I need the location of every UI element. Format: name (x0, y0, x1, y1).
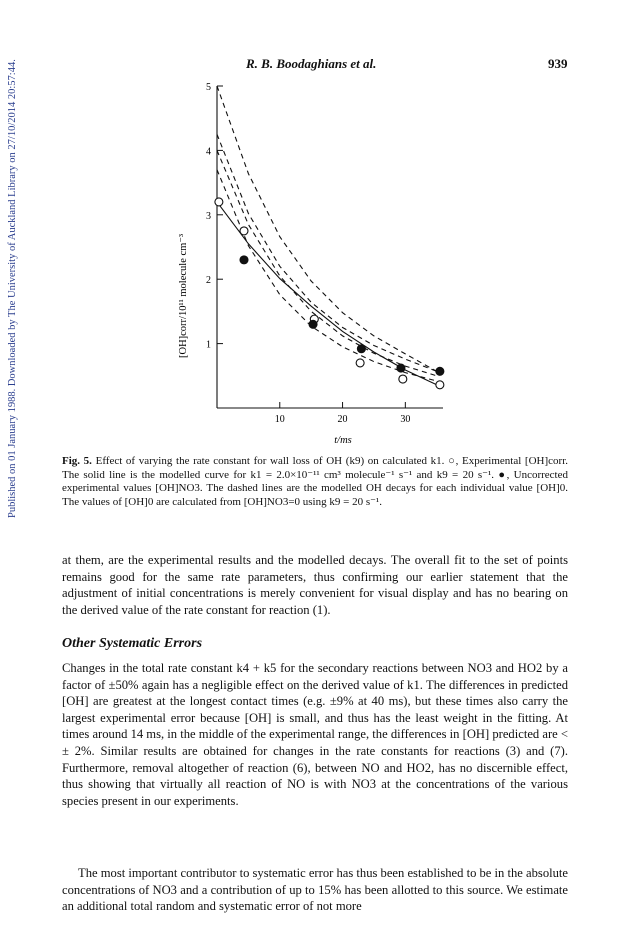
x-axis-label: t/ms (334, 435, 352, 446)
running-head-authors: R. B. Boodaghians et al. (246, 56, 377, 71)
open-circle-point (436, 381, 444, 389)
filled-circle-point (397, 364, 405, 372)
y-tick-label: 1 (206, 339, 211, 351)
download-watermark: Published on 01 January 1988. Downloaded by The University of Auckland Library on 27/10/2014 20:57:44. (7, 59, 18, 518)
y-tick-label: 4 (206, 146, 211, 158)
dashed-decay-curve (217, 150, 437, 375)
y-tick-label: 5 (206, 82, 211, 93)
open-circle-point (356, 359, 364, 367)
figure-5-chart (160, 76, 460, 446)
open-circle-point (215, 198, 223, 206)
dashed-decay-curve (217, 86, 437, 371)
chart-curves (217, 86, 437, 385)
filled-circle-point (309, 320, 317, 328)
x-tick-label: 10 (274, 414, 285, 425)
figure-label: Fig. 5. (62, 455, 92, 467)
open-circle-point (240, 227, 248, 235)
body-paragraph-2: Changes in the total rate constant k4 + k5 for the secondary reactions between NO3 and HO2 by a factor of ±50% again has a negligible effect on the derived value of k1. The differences in predicted [OH] are greatest at the longest contact times (e.g. ±9% at 40 ms), but these times also carry the largest experimental error because [OH] is small, and thus has the least weight in the fitting. At times around 14 ms, in the middle of the experimental range, the differences in [OH] predicted are < ± 2%. Similar results are obtained for changes in the rate constants for reactions (3) and (7). Furthermore, removal altogether of reaction (6), between NO and HO2, has no discernible effect, thus showing that virtually all reaction of NO is with NO3 at the concentrations of the various species present in our experiments. (62, 661, 568, 808)
y-axis-label: [OH]corr/10¹¹ molecule cm⁻³ (178, 233, 189, 359)
solid-model-curve (217, 202, 437, 385)
filled-circle-point (240, 256, 248, 264)
dashed-decay-curve (217, 170, 437, 381)
running-header (0, 56, 624, 74)
section-heading: Other Systematic Errors (62, 636, 203, 651)
y-tick-label: 3 (206, 210, 211, 222)
figure-caption-text: Effect of varying the rate constant for wall loss of OH (k9) on calculated k1. ○, Experimental [OH]corr. The solid line is the modelled curve for k1 = 2.0×10⁻¹¹ cm³ molecule⁻¹ s⁻¹ and k9 = 20 s⁻¹. ●, Uncorrected experimental values [OH]NO3. The dashed lines are the modelled OH decays for each individual value [OH]0. The values of [OH]0 are calculated from [OH]NO3=0 using k9 = 20 s⁻¹. (62, 455, 569, 508)
filled-circle-point (357, 345, 365, 353)
y-tick-label: 2 (206, 275, 211, 287)
filled-circle-point (436, 367, 444, 375)
open-circle-point (399, 375, 407, 383)
dashed-decay-curve (217, 134, 437, 371)
figure-caption (62, 455, 568, 509)
body-paragraph-3: The most important contributor to systematic error has thus been established to be in the absolute concentrations of NO3 and a contribution of up to 15% has been allotted to this source. We estimate an additional total random and systematic error of not more (62, 866, 568, 914)
x-tick-label: 20 (337, 414, 348, 425)
x-tick-label: 30 (400, 414, 411, 425)
body-paragraph-1: at them, are the experimental results and the modelled decays. The overall fit to the set of points remains good for the same rate parameters, thus confirming our earlier statement that the adjustment of initial concentrations is merely convenient for visual display and has no bearing on the derived value of the rate constant for reaction (1). (62, 553, 568, 617)
page-number: 939 (548, 56, 568, 71)
chart-tick-labels (206, 82, 410, 425)
